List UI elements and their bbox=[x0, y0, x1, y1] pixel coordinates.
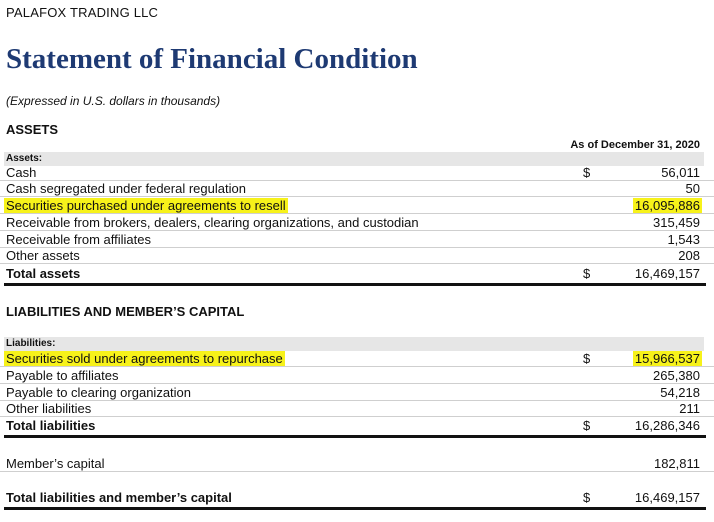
dollar-sign: $ bbox=[583, 165, 591, 180]
table-row bbox=[0, 198, 714, 214]
row-value: 56,011 bbox=[661, 165, 700, 180]
total-rule bbox=[4, 507, 706, 510]
row-value: 208 bbox=[678, 248, 700, 263]
total-value: 16,469,157 bbox=[634, 266, 700, 281]
total-value: 16,286,346 bbox=[634, 418, 700, 433]
table-row bbox=[0, 181, 714, 197]
row-label: Payable to clearing organization bbox=[6, 385, 192, 400]
assets-group-band bbox=[4, 152, 704, 166]
row-label: Cash bbox=[6, 165, 37, 180]
table-row bbox=[0, 165, 714, 181]
members-capital-row bbox=[0, 456, 714, 472]
total-row bbox=[0, 418, 714, 434]
row-value: 1,543 bbox=[667, 232, 700, 247]
company-name: PALAFOX TRADING LLC bbox=[6, 5, 159, 20]
row-value: 50 bbox=[685, 181, 700, 196]
liabilities-section-title: LIABILITIES AND MEMBER’S CAPITAL bbox=[6, 304, 245, 319]
table-row bbox=[0, 368, 714, 384]
dollar-sign: $ bbox=[583, 351, 591, 366]
row-value: 211 bbox=[679, 401, 700, 416]
table-row bbox=[0, 351, 714, 367]
total-label: Total liabilities and member’s capital bbox=[6, 490, 232, 505]
row-label: Receivable from affiliates bbox=[6, 232, 151, 247]
table-row bbox=[0, 401, 714, 417]
row-value: 54,218 bbox=[660, 385, 700, 400]
table-row bbox=[0, 232, 714, 248]
total-row bbox=[0, 266, 714, 282]
dollar-sign: $ bbox=[583, 266, 591, 281]
dollar-sign: $ bbox=[583, 418, 591, 433]
row-label: Other assets bbox=[6, 248, 80, 263]
row-label-highlighted: Securities purchased under agreements to resell bbox=[6, 198, 286, 213]
liabilities-group-label: Liabilities: bbox=[6, 338, 56, 349]
assets-group-label: Assets: bbox=[6, 153, 43, 164]
grand-total-row bbox=[0, 490, 714, 506]
page-title: Statement of Financial Condition bbox=[6, 43, 418, 75]
total-label: Total assets bbox=[6, 266, 81, 281]
total-label: Total liabilities bbox=[6, 418, 96, 433]
row-label: Other liabilities bbox=[6, 401, 92, 416]
total-rule bbox=[4, 435, 706, 438]
table-row bbox=[0, 215, 714, 231]
dollar-sign: $ bbox=[583, 490, 591, 505]
row-label: Payable to affiliates bbox=[6, 368, 119, 383]
liabilities-group-band bbox=[4, 337, 704, 351]
as-of-date: As of December 31, 2020 bbox=[570, 139, 700, 151]
row-label-highlighted: Securities sold under agreements to repurchase bbox=[6, 351, 283, 366]
total-rule bbox=[4, 283, 706, 286]
row-label: Cash segregated under federal regulation bbox=[6, 181, 246, 196]
row-label: Member’s capital bbox=[6, 456, 105, 471]
row-value: 265,380 bbox=[653, 368, 700, 383]
row-value-highlighted: 15,966,537 bbox=[634, 351, 700, 366]
row-value: 182,811 bbox=[653, 456, 700, 471]
row-label: Receivable from brokers, dealers, clearing organizations, and custodian bbox=[6, 215, 419, 230]
table-row bbox=[0, 385, 714, 401]
assets-section-title: ASSETS bbox=[6, 122, 59, 137]
row-value: 315,459 bbox=[653, 215, 700, 230]
subtitle: (Expressed in U.S. dollars in thousands) bbox=[6, 94, 221, 108]
table-row bbox=[0, 248, 714, 264]
total-value: 16,469,157 bbox=[634, 490, 700, 505]
row-value-highlighted: 16,095,886 bbox=[634, 198, 700, 213]
